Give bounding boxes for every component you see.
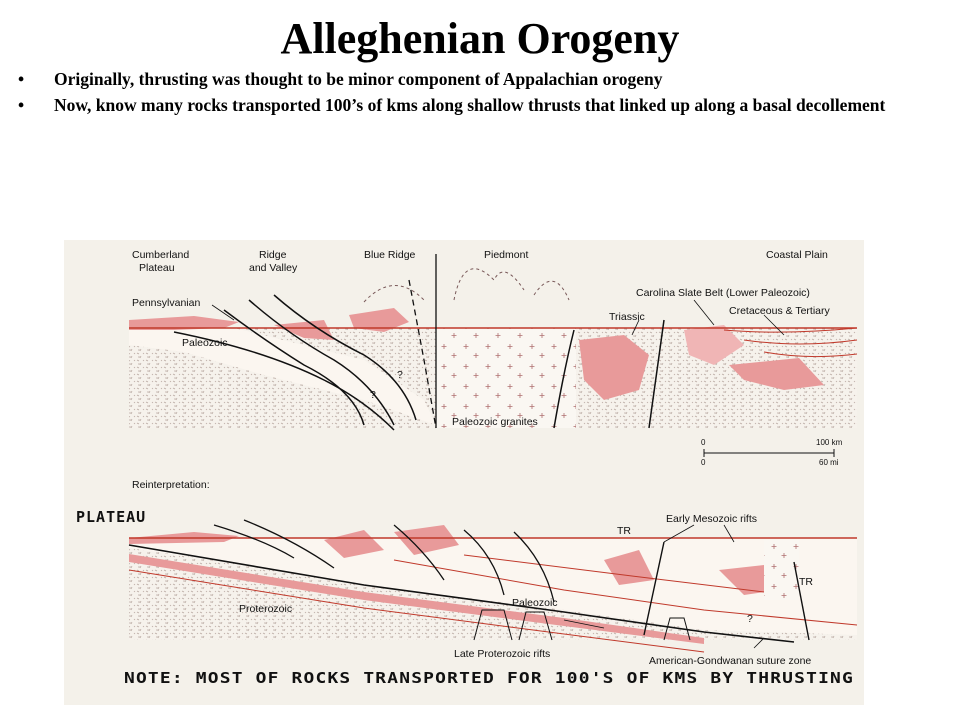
label-late-proterozoic-rifts: Late Proterozoic rifts — [454, 648, 551, 660]
label-triassic: Triassic — [609, 311, 645, 323]
label-plateau: Plateau — [139, 262, 175, 274]
fault-question-mark: ? — [370, 389, 376, 401]
label-cumberland: Cumberland — [132, 249, 190, 261]
label-paleozoic-bottom: Paleozoic — [512, 597, 558, 609]
handwritten-plateau: PLATEAU — [76, 508, 147, 526]
fault-question-mark: ? — [747, 613, 753, 625]
bullet-text: Now, know many rocks transported 100’s of kms along shallow thrusts that linked up along a basal decollement — [54, 95, 886, 115]
label-tr-right: TR — [799, 576, 813, 588]
label-cretaceous-tertiary: Cretaceous & Tertiary — [729, 305, 830, 317]
slide-title: Alleghenian Orogeny — [280, 14, 680, 63]
scale-bar — [701, 438, 843, 467]
label-pennsylvanian: Pennsylvanian — [132, 297, 201, 309]
label-paleozoic-top: Paleozoic — [182, 337, 228, 349]
bullet-list — [18, 68, 938, 120]
label-and-valley: and Valley — [249, 262, 298, 274]
granite-body — [764, 540, 799, 600]
label-coastal-plain: Coastal Plain — [766, 249, 828, 261]
top-cross-section — [129, 254, 857, 430]
bullet-item — [18, 68, 938, 90]
cross-section-figure — [64, 240, 864, 705]
handwritten-note: NOTE: MOST OF ROCKS TRANSPORTED FOR 100'S OF KMS BY THRUSTING — [124, 669, 854, 687]
label-blue-ridge: Blue Ridge — [364, 249, 416, 261]
label-reinterpretation: Reinterpretation: — [132, 479, 210, 491]
bottom-cross-section — [129, 520, 857, 652]
granite-body — [436, 328, 576, 428]
bullet-marker: • — [18, 69, 25, 89]
cross-section-svg — [64, 240, 864, 705]
scale-km-end: 100 km — [816, 438, 843, 447]
bullet-text: Originally, thrusting was thought to be minor component of Appalachian orogeny — [54, 69, 663, 89]
scale-mi-zero: 0 — [701, 458, 706, 467]
label-early-mesozoic-rifts: Early Mesozoic rifts — [666, 513, 758, 525]
scale-mi-end: 60 mi — [819, 458, 839, 467]
bullet-marker: • — [18, 95, 25, 115]
eroded-structure-outline — [364, 269, 569, 302]
label-paleozoic-granites: Paleozoic granites — [452, 416, 538, 428]
label-piedmont: Piedmont — [484, 249, 529, 261]
fault-question-mark: ? — [397, 369, 403, 381]
label-suture-zone: American-Gondwanan suture zone — [649, 655, 812, 667]
bullet-item — [18, 94, 938, 116]
label-carolina-slate-belt: Carolina Slate Belt (Lower Paleozoic) — [636, 287, 810, 299]
scale-km-zero: 0 — [701, 438, 706, 447]
label-tr-left: TR — [617, 525, 631, 537]
label-ridge: Ridge — [259, 249, 287, 261]
label-proterozoic: Proterozoic — [239, 603, 293, 615]
